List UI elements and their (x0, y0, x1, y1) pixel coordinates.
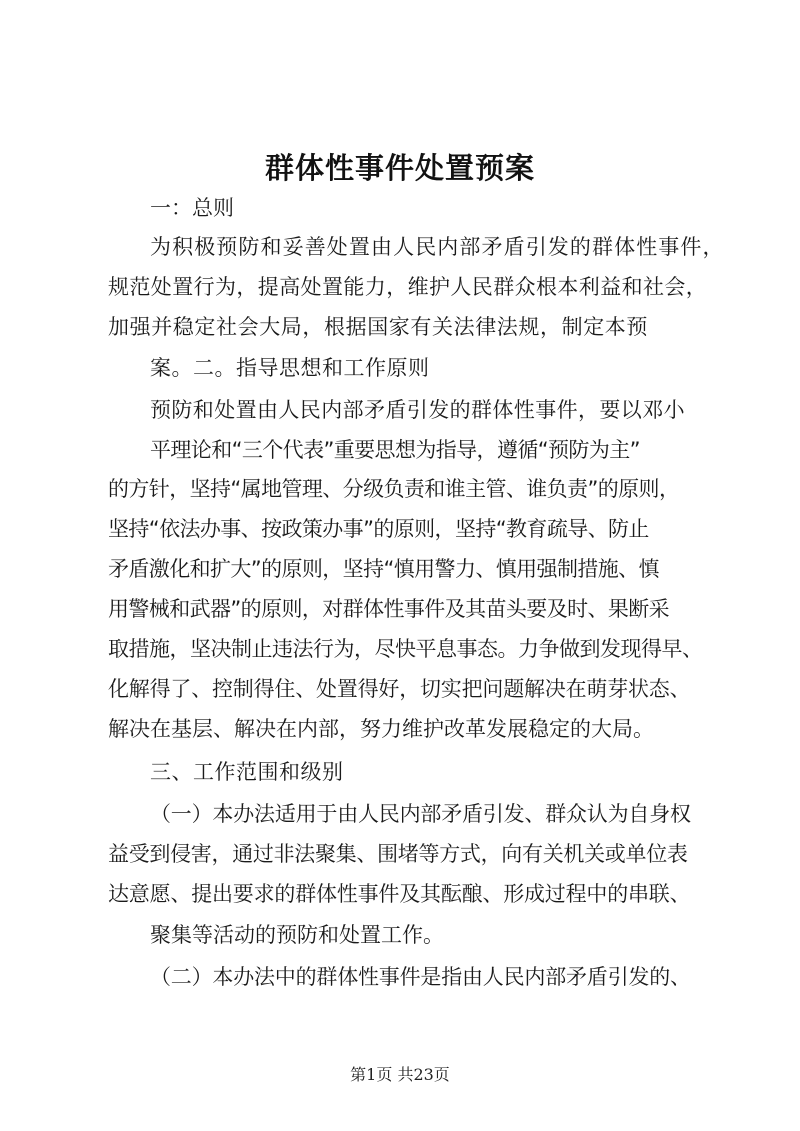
text-line: （二）本办法中的群体性事件是指由人民内部矛盾引发的、 (150, 965, 691, 989)
text-line: 为积极预防和妥善处置由人民内部矛盾引发的群体性事件， (150, 235, 725, 259)
text-line: 达意愿、提出要求的群体性事件及其酝酿、形成过程中的串联、 (108, 882, 691, 906)
text-line: 聚集等活动的预防和处置工作。 (150, 923, 444, 947)
text-line: 三、工作范围和级别 (150, 760, 344, 784)
text-line: 解决在基层、解决在内部，努力维护改革发展稳定的大局。 (108, 717, 654, 741)
page-number: 第1页 共23页 (350, 1065, 450, 1084)
text-line: 益受到侵害，通过非法聚集、围堵等方式，向有关机关或单位表 (108, 842, 688, 866)
text-line: 坚持“依法办事、按政策办事”的原则，坚持“教育疏导、防止 (108, 517, 649, 541)
text-line: （一）本办法适用于由人民内部矛盾引发、群众认为自身权 (150, 802, 691, 826)
text-line: 案。二。指导思想和工作原则 (150, 356, 430, 380)
text-line: 预防和处置由人民内部矛盾引发的群体性事件，要以邓小 (150, 398, 685, 422)
text-line: 化解得了、控制得住、处置得好，切实把问题解决在萌芽状态、 (108, 677, 691, 701)
text-line: 加强并稳定社会大局，根据国家有关法律法规，制定本预 (108, 315, 648, 339)
text-line: 矛盾激化和扩大”的原则，坚持“慎用警力、慎用强制措施、慎 (108, 557, 659, 581)
text-line: 平理论和“三个代表”重要思想为指导，遵循“预防为主” (150, 438, 640, 462)
text-line: 的方针，坚持“属地管理、分级负责和谁主管、谁负责”的原则， (108, 477, 680, 501)
page-title: 群体性事件处置预案 (264, 151, 535, 185)
text-line: 用警械和武器”的原则，对群体性事件及其苗头要及时、果断采 (108, 597, 670, 621)
text-line: 取措施，坚决制止违法行为，尽快平息事态。力争做到发现得早、 (108, 637, 703, 661)
text-line: 一：总则 (150, 196, 234, 220)
text-line: 规范处置行为，提高处置能力，维护人民群众根本利益和社会， (108, 275, 708, 299)
